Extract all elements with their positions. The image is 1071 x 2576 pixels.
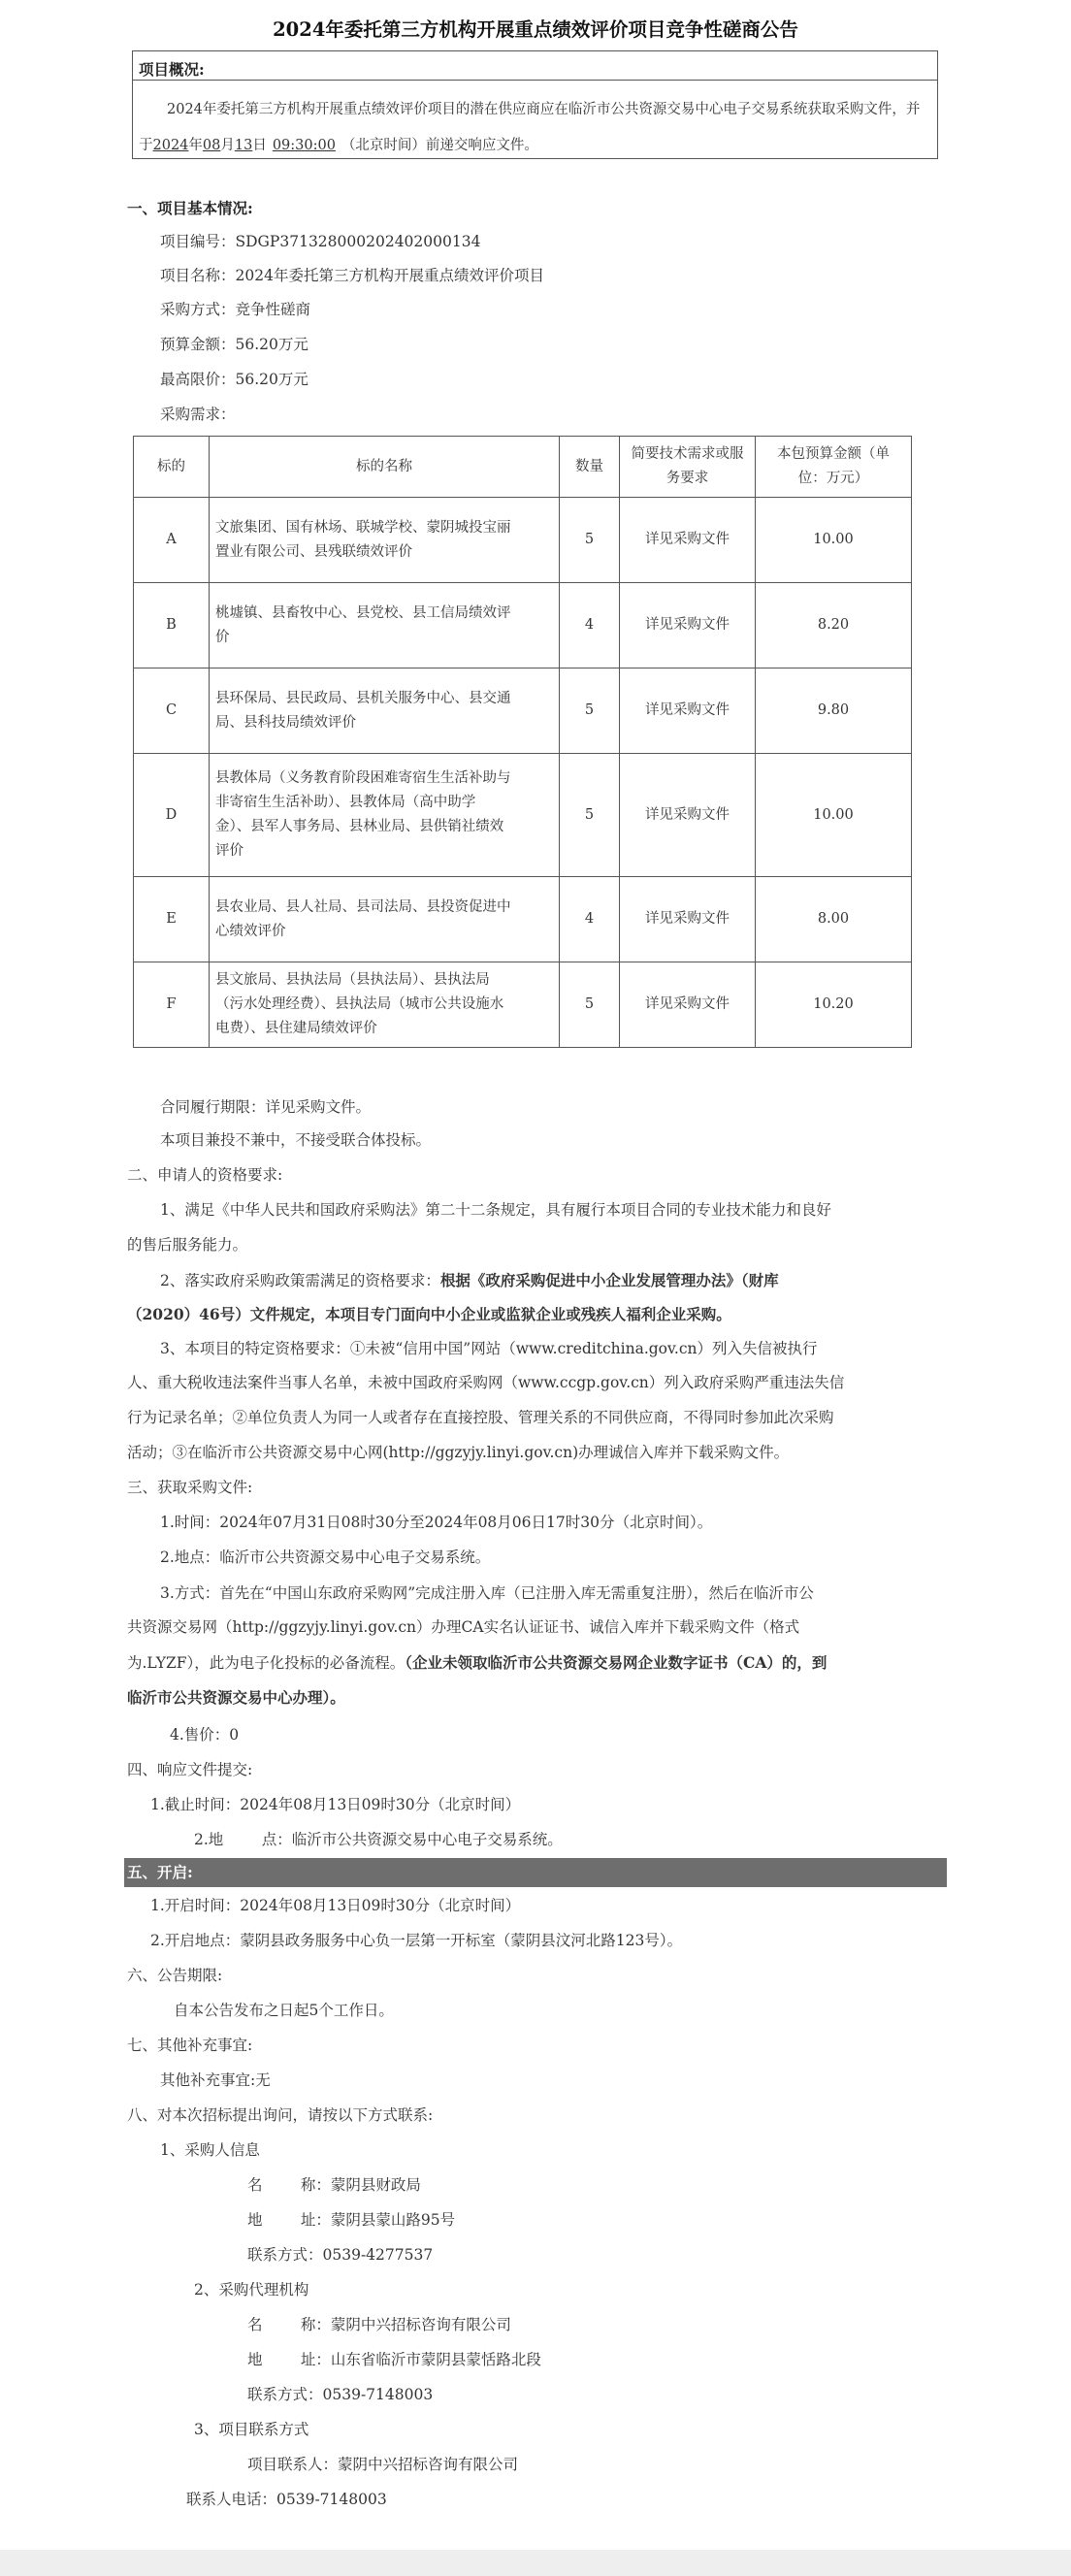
page-footer-band bbox=[0, 2550, 1071, 2576]
agency-name: 名 称：蒙阴中兴招标咨询有限公司 bbox=[247, 2316, 511, 2333]
table-row bbox=[134, 668, 912, 754]
row-name-line: 金）、县军人事务局、县林业局、县供销社绩效 bbox=[215, 819, 504, 834]
row-budget: 8.00 bbox=[756, 877, 912, 962]
section8-heading: 八、对本次招标提出询问，请按以下方式联系: bbox=[127, 2106, 434, 2124]
qualification-2-text: 2、落实政府采购政策需满足的资格要求： bbox=[160, 1272, 440, 1289]
header-req-line: 务要求 bbox=[665, 471, 709, 486]
row-name-line: （污水处理经费）、县执法局（城市公共设施水 bbox=[215, 996, 504, 1012]
row-name-line: 电费）、县住建局绩效评价 bbox=[215, 1021, 377, 1036]
row-budget: 10.20 bbox=[756, 962, 912, 1048]
row-qty: 4 bbox=[560, 583, 620, 668]
row-lot: E bbox=[134, 877, 210, 962]
row-requirement: 详见采购文件 bbox=[620, 583, 756, 668]
header-requirements bbox=[620, 437, 756, 498]
row-name-line: 桃墟镇、县畜牧中心、县党校、县工信局绩效评 bbox=[215, 604, 511, 621]
row-lot: F bbox=[134, 962, 210, 1048]
max-price: 最高限价：56.20万元 bbox=[160, 371, 308, 388]
purchaser-address: 地 址：蒙阴县蒙山路95号 bbox=[247, 2211, 456, 2229]
obtain-method-text: 为.LYZF），此为电子化投标的必备流程。 bbox=[127, 1654, 406, 1672]
budget-amount: 预算金额：56.20万元 bbox=[160, 336, 308, 353]
row-requirement: 详见采购文件 bbox=[620, 498, 756, 583]
overview-text-part: 月 bbox=[220, 138, 235, 153]
agency-phone: 联系方式：0539-7148003 bbox=[247, 2386, 434, 2403]
row-name-line: 县教体局（义务教育阶段困难寄宿生生活补助与 bbox=[215, 770, 511, 786]
row-name-line: 县文旅局、县执法局（县执法局）、县执法局 bbox=[215, 972, 490, 988]
obtain-place: 2.地点：临沂市公共资源交易中心电子交易系统。 bbox=[160, 1549, 491, 1566]
row-qty: 5 bbox=[560, 498, 620, 583]
qualification-1-line: 的售后服务能力。 bbox=[127, 1236, 248, 1254]
header-req-line: 简要技术需求或服 bbox=[631, 446, 744, 462]
row-name-line: 置业有限公司、县残联绩效评价 bbox=[215, 543, 412, 560]
requirements-label: 采购需求： bbox=[160, 406, 236, 423]
notice-period: 自本公告发布之日起5个工作日。 bbox=[174, 2002, 394, 2019]
section1-heading: 一、项目基本情况: bbox=[127, 199, 253, 217]
other-matters: 其他补充事宜:无 bbox=[160, 2071, 271, 2089]
page-title: 2024年委托第三方机构开展重点绩效评价项目竞争性磋商公告 bbox=[273, 18, 798, 41]
document-price: 4.售价：0 bbox=[170, 1726, 240, 1744]
row-lot: C bbox=[134, 668, 210, 754]
qualification-3-line: 行为记录名单；②单位负责人为同一人或者存在直接控股、管理关系的不同供应商，不得同时参加此次采购 bbox=[127, 1409, 834, 1426]
header-name: 标的名称 bbox=[210, 437, 560, 498]
overview-time: 09:30:00 bbox=[272, 138, 336, 153]
project-number: 项目编号：SDGP371328000202402000134 bbox=[160, 233, 481, 250]
row-qty: 4 bbox=[560, 877, 620, 962]
submission-deadline: 1.截止时间：2024年08月13日09时30分（北京时间） bbox=[150, 1796, 521, 1813]
row-name-line: 县农业局、县人社局、县司法局、县投资促进中 bbox=[215, 898, 511, 915]
overview-month: 08 bbox=[202, 138, 221, 153]
agency-heading: 2、采购代理机构 bbox=[194, 2281, 309, 2299]
obtain-method-line: 3.方式：首先在“中国山东政府采购网”完成注册入库（已注册入库无需重复注册），然后在临沂市公 bbox=[160, 1584, 814, 1602]
qualification-3-line: 活动；③在临沂市公共资源交易中心网(http://ggzyjy.linyi.gov.cn)办理诚信入库并下载采购文件。 bbox=[127, 1444, 790, 1461]
row-name bbox=[210, 877, 560, 962]
contact-phone: 联系人电话：0539-7148003 bbox=[186, 2491, 387, 2508]
row-name-line: 心绩效评价 bbox=[215, 923, 286, 939]
row-requirement: 详见采购文件 bbox=[620, 877, 756, 962]
opening-place: 2.开启地点：蒙阴县政务服务中心负一层第一开标室（蒙阴县汶河北路123号）。 bbox=[150, 1932, 683, 1949]
row-name bbox=[210, 498, 560, 583]
table-row bbox=[134, 877, 912, 962]
section3-heading: 三、获取采购文件: bbox=[127, 1479, 253, 1496]
row-name-line: 县环保局、县民政局、县机关服务中心、县交通 bbox=[215, 690, 511, 706]
row-lot: A bbox=[134, 498, 210, 583]
overview-heading: 项目概况: bbox=[139, 60, 205, 79]
row-lot: D bbox=[134, 754, 210, 877]
qualification-3-line: 3、本项目的特定资格要求：①未被“信用中国”网站（www.creditchina.gov.cn）列入失信被执行 bbox=[160, 1340, 818, 1357]
section5-highlight-bar bbox=[124, 1858, 947, 1887]
obtain-time: 1.时间：2024年07月31日08时30分至2024年08月06日17时30分（北京时间）。 bbox=[160, 1514, 713, 1531]
project-name: 项目名称：2024年委托第三方机构开展重点绩效评价项目 bbox=[160, 267, 544, 284]
obtain-method-bold-line: 临沂市公共资源交易中心办理）。 bbox=[127, 1688, 345, 1707]
qualification-3-line: 人、重大税收违法案件当事人名单，未被中国政府采购网（www.ccgp.gov.cn）列入政府采购严重违法失信 bbox=[127, 1374, 845, 1391]
row-budget: 8.20 bbox=[756, 583, 912, 668]
opening-time: 1.开启时间：2024年08月13日09时30分（北京时间） bbox=[150, 1897, 521, 1914]
obtain-method-line: 共资源交易网（http://ggzyjy.linyi.gov.cn）办理CA实名认证证书、诚信入库并下载采购文件（格式 bbox=[127, 1618, 800, 1636]
header-budget-line: 本包预算金额（单 bbox=[777, 446, 890, 462]
overview-text-part: 2024年委托第三方机构开展重点绩效评价项目的潜在供应商应在临沂市公共资源交易中心电子交易系统获取采购文件，并于 bbox=[139, 102, 921, 153]
header-budget bbox=[756, 437, 912, 498]
purchaser-name: 名 称：蒙阴县财政局 bbox=[247, 2176, 421, 2194]
row-budget: 10.00 bbox=[756, 754, 912, 877]
qualification-2-bold-line: （2020）46号）文件规定，本项目专门面向中小企业或监狱企业或残疾人福利企业采购。 bbox=[127, 1305, 731, 1323]
obtain-method-bold: （企业未领取临沂市公共资源交易网企业数字证书（CA）的，到 bbox=[405, 1653, 828, 1672]
row-requirement: 详见采购文件 bbox=[620, 962, 756, 1048]
row-name bbox=[210, 668, 560, 754]
qualification-2-bold: 根据《政府采购促进中小企业发展管理办法》（财库 bbox=[439, 1271, 779, 1289]
row-name bbox=[210, 583, 560, 668]
section2-heading: 二、申请人的资格要求: bbox=[127, 1166, 283, 1184]
row-requirement: 详见采购文件 bbox=[620, 754, 756, 877]
no-consortium-note: 本项目兼投不兼中，不接受联合体投标。 bbox=[160, 1131, 432, 1149]
section5-heading: 五、开启: bbox=[127, 1863, 193, 1881]
row-name-line: 非寄宿生生活补助）、县教体局（高中助学 bbox=[215, 795, 476, 810]
overview-box bbox=[132, 50, 938, 159]
header-qty: 数量 bbox=[560, 437, 620, 498]
agency-address: 地 址：山东省临沂市蒙阴县蒙恬路北段 bbox=[247, 2351, 541, 2368]
table-row bbox=[134, 583, 912, 668]
qualification-1-line: 1、满足《中华人民共和国政府采购法》第二十二条规定，具有履行本项目合同的专业技术能力和良好 bbox=[160, 1201, 831, 1219]
section7-heading: 七、其他补充事宜: bbox=[127, 2037, 253, 2054]
obtain-method-line bbox=[127, 1655, 827, 1672]
header-budget-line: 位：万元） bbox=[797, 471, 869, 486]
row-name-line: 局、县科技局绩效评价 bbox=[215, 714, 356, 731]
project-contact: 项目联系人：蒙阴中兴招标咨询有限公司 bbox=[247, 2456, 519, 2473]
qualification-2-line bbox=[160, 1273, 779, 1289]
row-qty: 5 bbox=[560, 962, 620, 1048]
project-contact-heading: 3、项目联系方式 bbox=[194, 2421, 309, 2438]
contract-period: 合同履行期限：详见采购文件。 bbox=[160, 1098, 372, 1116]
table-row bbox=[134, 962, 912, 1048]
submission-place: 2.地 点：临沂市公共资源交易中心电子交易系统。 bbox=[194, 1831, 563, 1848]
row-budget: 9.80 bbox=[756, 668, 912, 754]
overview-text-part: （北京时间）前递交响应文件。 bbox=[341, 138, 538, 153]
row-requirement: 详见采购文件 bbox=[620, 668, 756, 754]
overview-header bbox=[133, 51, 937, 81]
row-budget: 10.00 bbox=[756, 498, 912, 583]
row-qty: 5 bbox=[560, 754, 620, 877]
row-name bbox=[210, 754, 560, 877]
requirements-table bbox=[133, 436, 912, 1048]
procurement-method: 采购方式：竞争性磋商 bbox=[160, 301, 311, 318]
purchaser-phone: 联系方式：0539-4277537 bbox=[247, 2246, 434, 2264]
section6-heading: 六、公告期限: bbox=[127, 1967, 223, 1984]
table-header-row bbox=[134, 437, 912, 498]
row-name-line: 评价 bbox=[215, 843, 243, 859]
row-qty: 5 bbox=[560, 668, 620, 754]
header-lot: 标的 bbox=[134, 437, 210, 498]
table-row bbox=[134, 754, 912, 877]
row-name bbox=[210, 962, 560, 1048]
overview-text-part: 日 bbox=[252, 138, 267, 153]
overview-text-part: 年 bbox=[188, 138, 203, 153]
purchaser-heading: 1、采购人信息 bbox=[160, 2141, 260, 2159]
overview-text bbox=[139, 92, 930, 164]
section4-heading: 四、响应文件提交: bbox=[127, 1761, 253, 1778]
row-name-line: 文旅集团、国有林场、联城学校、蒙阴城投宝丽 bbox=[215, 519, 511, 536]
overview-day: 13 bbox=[234, 138, 253, 153]
row-name-line: 价 bbox=[215, 629, 230, 645]
overview-year: 2024 bbox=[152, 138, 189, 153]
row-lot: B bbox=[134, 583, 210, 668]
table-row bbox=[134, 498, 912, 583]
